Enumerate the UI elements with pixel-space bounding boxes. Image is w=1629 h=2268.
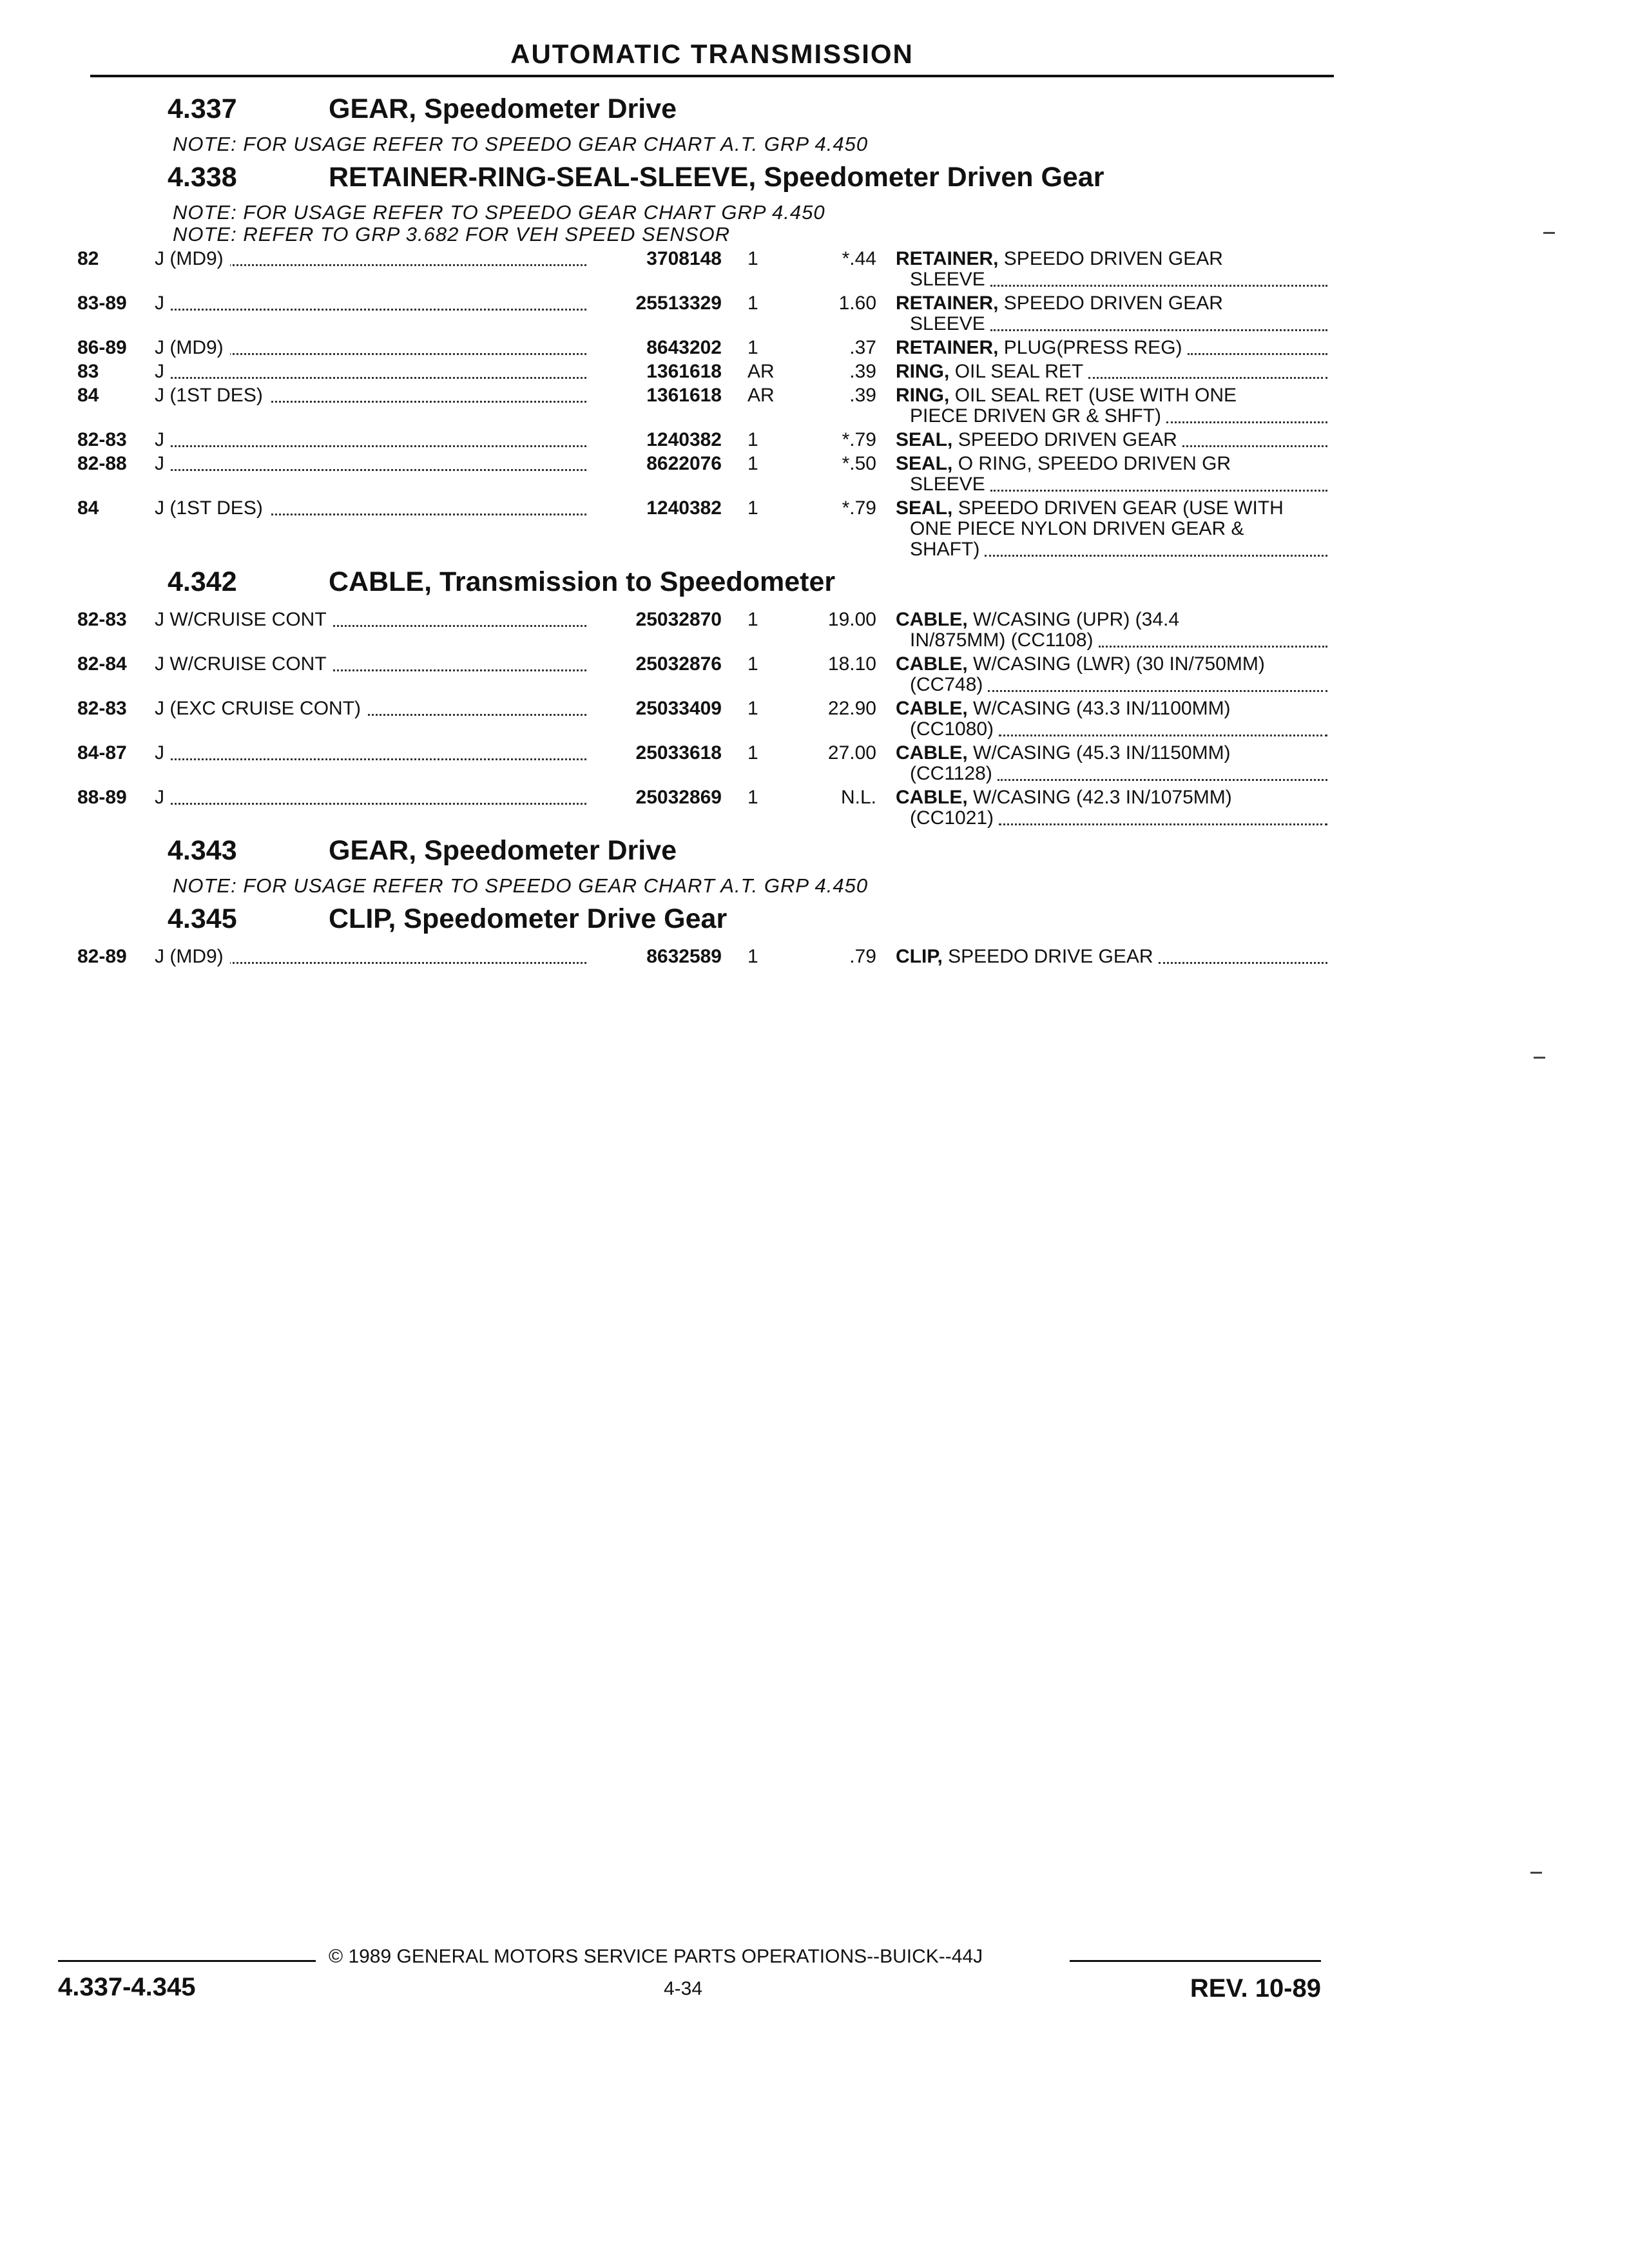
- description-head: SEAL,: [896, 497, 953, 519]
- part-number: 1361618: [646, 361, 722, 382]
- part-number: 25032876: [635, 653, 722, 675]
- description: [876, 385, 1327, 427]
- dot-leader: [155, 293, 586, 311]
- description-detail: (CC1080): [910, 718, 994, 740]
- section-title: RETAINER-RING-SEAL-SLEEVE, Speedometer Driven Gear: [329, 162, 1104, 193]
- price: 27.00: [827, 742, 876, 764]
- quantity: 1: [747, 453, 758, 474]
- description: [876, 338, 1327, 358]
- dot-leader: [985, 539, 1327, 557]
- margin-mark: [1534, 1057, 1545, 1059]
- description-detail: SLEEVE: [910, 269, 985, 290]
- description: [876, 654, 1327, 695]
- section-note: NOTE: REFER TO GRP 3.682 FOR VEH SPEED SENSOR: [173, 223, 730, 245]
- model-text: J: [155, 430, 171, 450]
- dot-leader: [155, 454, 586, 471]
- section-4-345: [77, 903, 1334, 967]
- model-cell: [155, 361, 593, 382]
- description-detail: (CC1128): [910, 763, 992, 784]
- description-detail: SPEEDO DRIVEN GEAR: [1003, 248, 1223, 269]
- section-number: 4.345: [168, 903, 237, 934]
- description-detail: IN/875MM) (CC1108): [910, 629, 1094, 651]
- year-range: 82-83: [77, 429, 127, 450]
- quantity: 1: [747, 337, 758, 358]
- margin-mark: [1543, 232, 1555, 234]
- quantity: 1: [747, 293, 758, 314]
- price: .37: [849, 337, 876, 358]
- price: *.50: [842, 453, 876, 474]
- description-head: CABLE,: [896, 787, 968, 808]
- part-number: 25033618: [635, 742, 722, 764]
- model-cell: [155, 293, 593, 314]
- description-head: RETAINER,: [896, 248, 999, 269]
- description-line: [896, 430, 1327, 450]
- page-title: AUTOMATIC TRANSMISSION: [510, 39, 914, 69]
- price: 18.10: [827, 653, 876, 675]
- section-title: CLIP, Speedometer Drive Gear: [329, 903, 728, 934]
- description-detail: SHAFT): [910, 539, 980, 560]
- description-detail: OIL SEAL RET: [954, 361, 1084, 382]
- dot-leader: [1182, 430, 1327, 447]
- description-detail: SPEEDO DRIVEN GEAR: [1003, 293, 1223, 314]
- description: [876, 293, 1327, 334]
- description-detail: PLUG(PRESS REG): [1003, 337, 1182, 358]
- page-header: [90, 39, 1334, 84]
- description-head: RETAINER,: [896, 337, 999, 358]
- description-head: RING,: [896, 361, 950, 382]
- price: .79: [849, 946, 876, 967]
- year-range: 84: [77, 497, 99, 519]
- price: 1.60: [838, 293, 876, 314]
- price: 19.00: [827, 609, 876, 630]
- part-row: [77, 698, 1334, 740]
- parts-listing: [77, 87, 1334, 967]
- description-text: [896, 743, 1236, 764]
- year-range: 82-84: [77, 653, 127, 675]
- description-text: [896, 498, 1289, 519]
- description-line: [896, 630, 1327, 651]
- section-note: NOTE: FOR USAGE REFER TO SPEEDO GEAR CHART A.T. GRP 4.450: [173, 133, 869, 155]
- part-row: [77, 338, 1334, 358]
- model-cell: [155, 743, 593, 764]
- model-text: J (1ST DES): [155, 498, 269, 519]
- description-text: [910, 719, 999, 740]
- description-line: [896, 406, 1327, 427]
- part-number: 8643202: [646, 337, 722, 358]
- section-note: NOTE: FOR USAGE REFER TO SPEEDO GEAR CHART GRP 4.450: [173, 201, 825, 224]
- model-cell: [155, 947, 593, 967]
- description-text: [896, 454, 1236, 474]
- description-text: [896, 385, 1242, 406]
- price: *.44: [842, 248, 876, 269]
- section-4-338: [77, 162, 1334, 560]
- section-title: GEAR, Speedometer Drive: [329, 93, 677, 124]
- description-line: [896, 269, 1327, 290]
- model-text: J: [155, 787, 171, 808]
- description-detail: W/CASING (43.3 IN/1100MM): [973, 698, 1231, 719]
- section-heading: [77, 93, 1334, 133]
- model-text: J (MD9): [155, 947, 230, 967]
- dot-leader: [990, 269, 1327, 287]
- description-head: SEAL,: [896, 429, 953, 450]
- description: [876, 698, 1327, 740]
- description-line: [896, 787, 1327, 808]
- description-text: [910, 630, 1099, 651]
- year-range: 84: [77, 385, 99, 406]
- description-head: SEAL,: [896, 453, 953, 474]
- description-line: [896, 314, 1327, 334]
- footer-rule-left: [58, 1960, 316, 1962]
- footer-rule-right: [1070, 1960, 1321, 1962]
- year-range: 83: [77, 361, 99, 382]
- part-number: 1361618: [646, 385, 722, 406]
- quantity: 1: [747, 248, 758, 269]
- dot-leader: [1166, 406, 1327, 423]
- description-text: [910, 675, 988, 695]
- model-text: J W/CRUISE CONT: [155, 654, 333, 675]
- description-detail: W/CASING (42.3 IN/1075MM): [973, 787, 1232, 808]
- quantity: 1: [747, 946, 758, 967]
- quantity: 1: [747, 429, 758, 450]
- year-range: 84-87: [77, 742, 127, 764]
- dot-leader: [990, 474, 1327, 492]
- section-heading: [77, 162, 1334, 202]
- model-cell: [155, 698, 593, 719]
- description-text: [896, 654, 1270, 675]
- year-range: 82: [77, 248, 99, 269]
- description-detail: SLEEVE: [910, 474, 985, 495]
- model-text: J (MD9): [155, 249, 230, 269]
- description-text: [896, 947, 1159, 967]
- dot-leader: [1099, 630, 1327, 648]
- description-head: CLIP,: [896, 946, 943, 967]
- part-number: 8632589: [646, 946, 722, 967]
- description-line: [896, 293, 1327, 314]
- description-detail: SPEEDO DRIVE GEAR: [948, 946, 1153, 967]
- dot-leader: [988, 675, 1327, 692]
- model-cell: [155, 338, 593, 358]
- model-text: J: [155, 454, 171, 474]
- section-heading: [77, 903, 1334, 943]
- quantity: AR: [747, 361, 775, 382]
- margin-mark: [1530, 1872, 1542, 1874]
- model-text: J (EXC CRUISE CONT): [155, 698, 367, 719]
- description-line: [896, 539, 1327, 560]
- description: [876, 454, 1327, 495]
- description-detail: ONE PIECE NYLON DRIVEN GEAR &: [910, 518, 1244, 539]
- page-footer: [58, 1946, 1334, 2010]
- price: 22.90: [827, 698, 876, 719]
- description-text: [910, 474, 990, 495]
- description-detail: W/CASING (UPR) (34.4: [973, 609, 1180, 630]
- description-line: [896, 675, 1327, 695]
- price: .39: [849, 385, 876, 406]
- price: N.L.: [840, 787, 876, 808]
- description: [876, 361, 1327, 382]
- description-detail: PIECE DRIVEN GR & SHFT): [910, 405, 1162, 427]
- section-title: GEAR, Speedometer Drive: [329, 835, 677, 866]
- part-row: [77, 361, 1334, 382]
- part-number: 8622076: [646, 453, 722, 474]
- description-text: [910, 406, 1166, 427]
- year-range: 82-89: [77, 946, 127, 967]
- model-text: J: [155, 743, 171, 764]
- model-cell: [155, 249, 593, 269]
- model-cell: [155, 498, 593, 519]
- description-line: [896, 338, 1327, 358]
- description-text: [910, 519, 1249, 539]
- description-line: [896, 249, 1327, 269]
- description: [876, 430, 1327, 450]
- description-detail: (CC748): [910, 674, 983, 695]
- model-text: J W/CRUISE CONT: [155, 610, 333, 630]
- quantity: AR: [747, 385, 775, 406]
- dot-leader: [155, 743, 586, 760]
- year-range: 82-88: [77, 453, 127, 474]
- part-row: [77, 293, 1334, 334]
- model-cell: [155, 454, 593, 474]
- description-head: RETAINER,: [896, 293, 999, 314]
- description: [876, 947, 1327, 967]
- description-detail: SPEEDO DRIVEN GEAR (USE WITH: [958, 497, 1284, 519]
- description-detail: (CC1021): [910, 807, 994, 829]
- description-text: [896, 249, 1228, 269]
- section-4-342: [77, 566, 1334, 829]
- dot-leader: [999, 808, 1327, 825]
- description-line: [896, 474, 1327, 495]
- dot-leader: [998, 764, 1327, 781]
- price: *.79: [842, 497, 876, 519]
- dot-leader: [999, 719, 1327, 736]
- year-range: 88-89: [77, 787, 127, 808]
- description-text: [896, 610, 1184, 630]
- description-line: [896, 808, 1327, 829]
- model-cell: [155, 654, 593, 675]
- part-number: 25032869: [635, 787, 722, 808]
- dot-leader: [155, 787, 586, 805]
- year-range: 83-89: [77, 293, 127, 314]
- description-line: [896, 719, 1327, 740]
- year-range: 82-83: [77, 698, 127, 719]
- description-detail: SLEEVE: [910, 313, 985, 334]
- description: [876, 249, 1327, 290]
- part-row: [77, 654, 1334, 695]
- description-line: [896, 764, 1327, 784]
- dot-leader: [990, 314, 1327, 331]
- part-row: [77, 610, 1334, 651]
- part-row: [77, 385, 1334, 427]
- dot-leader: [155, 430, 586, 447]
- section-4-343: [77, 835, 1334, 897]
- description-text: [910, 539, 985, 560]
- section-title: CABLE, Transmission to Speedometer: [329, 566, 836, 597]
- description-text: [896, 361, 1088, 382]
- model-cell: [155, 430, 593, 450]
- description-line: [896, 361, 1327, 382]
- description-head: RING,: [896, 385, 950, 406]
- description-text: [896, 787, 1237, 808]
- copyright-line: © 1989 GENERAL MOTORS SERVICE PARTS OPERATIONS--BUICK--44J: [329, 1946, 983, 1967]
- description-line: [896, 743, 1327, 764]
- part-number: 25032870: [635, 609, 722, 630]
- description-line: [896, 654, 1327, 675]
- section-heading: [77, 835, 1334, 875]
- model-cell: [155, 385, 593, 406]
- dot-leader: [155, 361, 586, 379]
- description-head: CABLE,: [896, 698, 968, 719]
- description-detail: OIL SEAL RET (USE WITH ONE: [954, 385, 1237, 406]
- section-number: 4.343: [168, 835, 237, 866]
- description-line: [896, 947, 1327, 967]
- model-cell: [155, 610, 593, 630]
- description: [876, 743, 1327, 784]
- section-number: 4.342: [168, 566, 237, 597]
- section-number: 4.338: [168, 162, 237, 193]
- quantity: 1: [747, 609, 758, 630]
- model-text: J: [155, 361, 171, 382]
- model-text: J (MD9): [155, 338, 230, 358]
- part-number: 1240382: [646, 497, 722, 519]
- description-head: CABLE,: [896, 742, 968, 764]
- section-range: 4.337-4.345: [58, 1973, 196, 2001]
- section-number: 4.337: [168, 93, 237, 124]
- model-text: J (1ST DES): [155, 385, 269, 406]
- description-text: [896, 293, 1228, 314]
- description-line: [896, 454, 1327, 474]
- description-text: [910, 808, 999, 829]
- description-line: [896, 698, 1327, 719]
- quantity: 1: [747, 742, 758, 764]
- part-row: [77, 454, 1334, 495]
- description-line: [896, 498, 1327, 519]
- quantity: 1: [747, 787, 758, 808]
- price: *.79: [842, 429, 876, 450]
- description-line: [896, 519, 1327, 539]
- description-head: CABLE,: [896, 609, 968, 630]
- description-text: [910, 764, 998, 784]
- part-row: [77, 787, 1334, 829]
- description-line: [896, 610, 1327, 630]
- description-detail: SPEEDO DRIVEN GEAR: [958, 429, 1177, 450]
- year-range: 82-83: [77, 609, 127, 630]
- model-cell: [155, 787, 593, 808]
- part-row: [77, 430, 1334, 450]
- section-heading: [77, 566, 1334, 606]
- description-detail: W/CASING (45.3 IN/1150MM): [973, 742, 1231, 764]
- revision-date: REV. 10-89: [1190, 1974, 1321, 2003]
- description: [876, 498, 1327, 560]
- dot-leader: [1159, 947, 1327, 964]
- part-number: 25033409: [635, 698, 722, 719]
- description-head: CABLE,: [896, 653, 968, 675]
- part-row: [77, 947, 1334, 967]
- section-4-337: [77, 93, 1334, 155]
- section-note: NOTE: FOR USAGE REFER TO SPEEDO GEAR CHART A.T. GRP 4.450: [173, 874, 869, 897]
- description-detail: O RING, SPEEDO DRIVEN GR: [958, 453, 1231, 474]
- description-text: [910, 269, 990, 290]
- dot-leader: [1188, 338, 1327, 355]
- model-text: J: [155, 293, 171, 314]
- page-number: 4-34: [664, 1978, 703, 1999]
- description-line: [896, 385, 1327, 406]
- part-row: [77, 498, 1334, 560]
- quantity: 1: [747, 653, 758, 675]
- part-row: [77, 743, 1334, 784]
- description: [876, 610, 1327, 651]
- part-number: 1240382: [646, 429, 722, 450]
- description: [876, 787, 1327, 829]
- description-text: [896, 430, 1182, 450]
- description-text: [896, 338, 1188, 358]
- part-row: [77, 249, 1334, 290]
- quantity: 1: [747, 497, 758, 519]
- header-rule: [90, 75, 1334, 77]
- dot-leader: [1088, 361, 1327, 379]
- description-text: [910, 314, 990, 334]
- description-detail: W/CASING (LWR) (30 IN/750MM): [973, 653, 1265, 675]
- part-number: 25513329: [635, 293, 722, 314]
- quantity: 1: [747, 698, 758, 719]
- year-range: 86-89: [77, 337, 127, 358]
- part-number: 3708148: [646, 248, 722, 269]
- description-text: [896, 698, 1236, 719]
- price: .39: [849, 361, 876, 382]
